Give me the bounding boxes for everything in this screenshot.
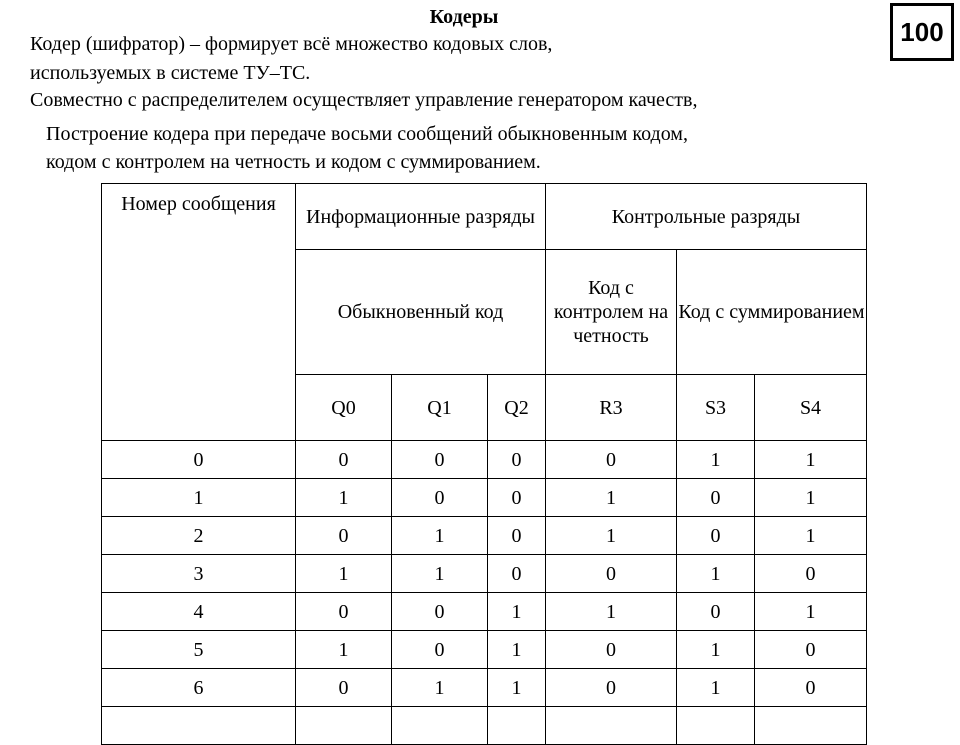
cell-r3: 1 <box>546 517 677 555</box>
table-row <box>102 517 867 555</box>
cell-r3: 0 <box>546 631 677 669</box>
cell-s4: 1 <box>755 479 867 517</box>
cell-q1: 0 <box>392 631 488 669</box>
cell-s3: 0 <box>677 517 755 555</box>
table-row <box>102 441 867 479</box>
text-line-1: Кодер (шифратор) – формирует всё множество кодовых слов, <box>30 33 553 55</box>
cell-q1: 0 <box>392 479 488 517</box>
cell-q2: 0 <box>488 555 546 593</box>
cell-r3: 1 <box>546 479 677 517</box>
cell-r3: 0 <box>546 555 677 593</box>
text-line-3: Совместно с распределителем осуществляет управление генератором качеств, <box>30 89 698 111</box>
cell-s3: 1 <box>677 441 755 479</box>
cell-s3: 1 <box>677 631 755 669</box>
subtitle-line-1: Построение кодера при передаче восьми сообщений обыкновенным кодом, <box>46 123 688 145</box>
cell-q2: 1 <box>488 631 546 669</box>
header-sum-code: Код с суммированием <box>677 250 867 375</box>
subtitle-line-2: кодом с контролем на четность и кодом с суммированием. <box>46 151 541 173</box>
cell-q0: 1 <box>296 479 392 517</box>
cell-q2: 0 <box>488 479 546 517</box>
cell-s4: 1 <box>755 593 867 631</box>
cell-message: 1 <box>102 479 296 517</box>
cell-q1: 0 <box>392 441 488 479</box>
table-row <box>102 631 867 669</box>
table-row <box>102 593 867 631</box>
header-bit-q2: Q2 <box>488 375 546 441</box>
page-number-badge: 100 <box>890 3 954 61</box>
cell-message: 0 <box>102 441 296 479</box>
cell-s4: 0 <box>755 669 867 707</box>
cell-r3: 0 <box>546 669 677 707</box>
cell-message: 4 <box>102 593 296 631</box>
cell-message: 5 <box>102 631 296 669</box>
table-row <box>102 669 867 707</box>
cell-q1: 0 <box>392 593 488 631</box>
header-bit-q1: Q1 <box>392 375 488 441</box>
cell-q1: 1 <box>392 669 488 707</box>
cell-message: 6 <box>102 669 296 707</box>
cell-q1: 1 <box>392 555 488 593</box>
cell-r3: 0 <box>546 441 677 479</box>
cell-s3: 1 <box>677 555 755 593</box>
cell-q0: 0 <box>296 441 392 479</box>
cell-q0: 1 <box>296 555 392 593</box>
cell-s4: 1 <box>755 517 867 555</box>
table-row <box>102 555 867 593</box>
cell-message: 2 <box>102 517 296 555</box>
cell-message: 3 <box>102 555 296 593</box>
cell-q0: 0 <box>296 593 392 631</box>
table-row <box>102 479 867 517</box>
cell-q1: 1 <box>392 517 488 555</box>
cell-s4: 0 <box>755 555 867 593</box>
cell-s3: 0 <box>677 479 755 517</box>
header-bit-s4: S4 <box>755 375 867 441</box>
text-line-2: используемых в системе ТУ–ТС. <box>30 62 311 84</box>
cell-s3: 0 <box>677 593 755 631</box>
cell-q2: 1 <box>488 669 546 707</box>
header-bit-r3: R3 <box>546 375 677 441</box>
cell-q0: 1 <box>296 631 392 669</box>
header-info-bits: Информационные разряды <box>296 184 546 250</box>
cell-q2: 1 <box>488 593 546 631</box>
cell-q2: 0 <box>488 441 546 479</box>
table-row-partial <box>102 707 867 745</box>
header-parity-code: Код с контролем на четность <box>546 250 677 375</box>
header-bit-q0: Q0 <box>296 375 392 441</box>
page-title: Кодеры <box>429 6 499 28</box>
cell-q2: 0 <box>488 517 546 555</box>
header-message-number: Номер сообщения <box>102 184 296 441</box>
cell-s4: 0 <box>755 631 867 669</box>
header-bit-s3: S3 <box>677 375 755 441</box>
cell-s4: 1 <box>755 441 867 479</box>
codes-table <box>101 183 867 745</box>
header-control-bits: Контрольные разряды <box>546 184 867 250</box>
cell-s3: 1 <box>677 669 755 707</box>
header-ordinary-code: Обыкновенный код <box>296 250 546 375</box>
cell-q0: 0 <box>296 669 392 707</box>
cell-q0: 0 <box>296 517 392 555</box>
cell-r3: 1 <box>546 593 677 631</box>
